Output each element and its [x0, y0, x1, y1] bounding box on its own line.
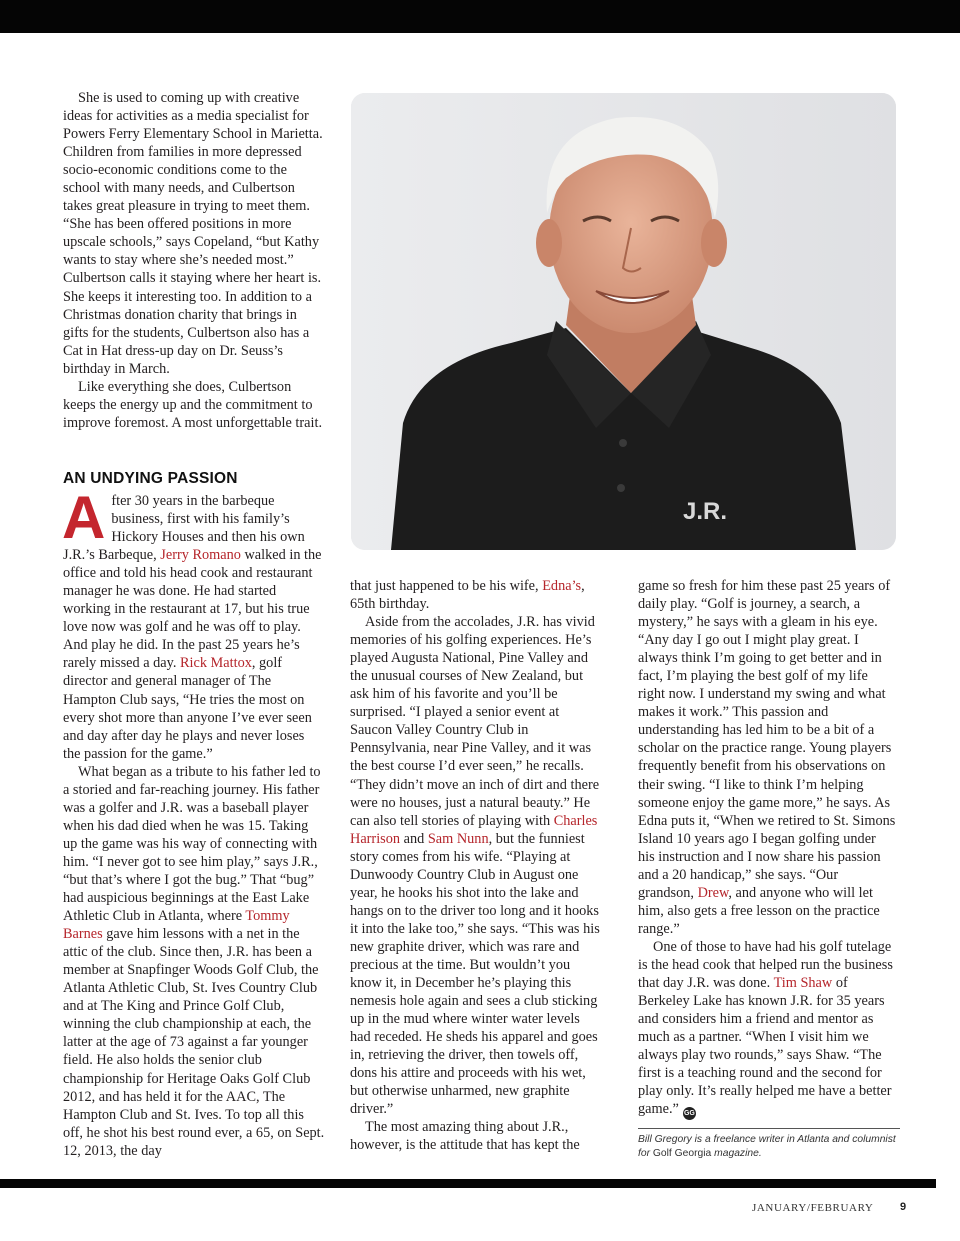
paragraph: What began as a tribute to his father led to a storied and far-reaching journey. His father was a golfer and J.R. was a baseball player when his dad died when he was 15. Taking up the game was his way of connecting with him. “I never got to see him play,” says J.R., “but that’s where I got the bug.” That “bug” had auspicious beginnings at the East Lake Athletic Club in Atlanta, where Tommy Barnes gave him lessons with a net in the attic of the club. Since then, J.R. has been a member at Snapfinger Woods Golf Club, the Atlanta Athletic Club, St. Ives Country Club and at The King and Prince Golf Club, winning the club championship at each, the latter at the age of 73 against a far younger field. He also holds the senior club championship for Heritage Oaks Golf Club 2012, and has held it for the AAC, The Hampton Club and St. Ives. To top all this off, he shot his best round ever, a 65, on Sept. 12, 2013, the day: [63, 763, 325, 1159]
name-highlight: Jerry Romano: [160, 547, 241, 564]
column-1-section: [63, 469, 325, 1160]
author-byline: Bill Gregory is a freelance writer in Atlanta and columnist for Golf Georgia magazine.: [638, 1128, 900, 1160]
paragraph: The most amazing thing about J.R., however, is the attitude that has kept the: [350, 1119, 580, 1154]
paragraph: She is used to coming up with creative ideas for activities as a media specialist for Powers Ferry Elementary School in Marietta. Children from families in more depressed socio-economic conditions come to the school with many needs, and Culbertson takes great pleasure in trying to meet them. “She has been offered positions in more upscale schools,” says Copeland, “but Kathy wants to stay where she’s needed most.” Culbertson calls it staying where her heart is. She keeps it interesting too. In addition to a Christmas donation charity that brings in gifts for the students, Culbertson also has a Cat in Hat dress-up day on Dr. Seuss’s birthday in March.: [63, 90, 323, 377]
name-highlight: Edna’s: [542, 578, 582, 594]
svg-text:J.R.: J.R.: [683, 498, 728, 525]
end-mark-icon: GG: [683, 1107, 696, 1120]
paragraph: Like everything she does, Culbertson keeps the energy up and the commitment to improve foremost. A most unforgettable trait.: [63, 378, 323, 431]
issue-folio: JANUARY/FEBRUARY: [752, 1202, 874, 1214]
column-1-continuation: [63, 89, 325, 432]
bottom-black-bar: [0, 1179, 936, 1188]
paragraph: One of those to have had his golf tutelage is the head cook that helped run the business that day J.R. was done. Tim Shaw of Berkeley Lake has known J.R. for 35 years and considers him a friend and mentor as much as a partner. “When I visit him we always play two rounds,” says Shaw. “The first is a teaching round and the second for play only. It’s really helped me have a better game.” GG: [638, 938, 896, 1120]
drop-cap: A: [62, 484, 106, 551]
paragraph: Aside from the accolades, J.R. has vivid memories of his golfing experiences. He’s played Augusta National, Pine Valley and the unusual courses of New Zealand, but ask him of his favorite and you’ll be surprised. “I played a senior event at Saucon Valley Country Club in Pennsylvania, near Pine Valley, and it was the best course I’d ever seen,” he recalls. “They didn’t move an inch of dirt and there were no houses, just a natural beauty.” He can also tell stories of playing with Charles Harrison and Sam Nunn, but the funniest story comes from his wife. “Playing at Dunwoody Country Club in August one year, he hooks his shot into the lake and hangs on to the driver too long and it hooks it into the lake too,” she says. “This was his new graphite driver, which was rare and precious at the time. But wouldn’t you know it, in December he’s playing this nemesis hole again and sees a club sticking up in the mud where winter water levels had receded. He sheds his apparel and goes in, retrieving the driver, then towels off, dons his attire and proceeds with his wet, but otherwise unharmed, new graphite driver.”: [350, 614, 600, 1118]
name-highlight: Drew: [697, 884, 729, 901]
column-3: [638, 577, 896, 1120]
name-highlight: Tim Shaw: [773, 975, 833, 992]
publication-name: Golf Georgia: [652, 1147, 712, 1159]
name-highlight: Rick Mattox: [179, 655, 252, 672]
name-highlight: Sam Nunn: [427, 830, 489, 847]
paragraph: that just happened to be his wife, Edna’s, 65th birthday.: [350, 578, 585, 613]
paragraph: game so fresh for him these past 25 years of daily play. “Golf is journey, a search, a mystery,” he says with a gleam in his eye. “Any day I go out I might play great. I always think I’m going to get better and in fact, I’m playing the best golf of my life right now. I understand my swing and what makes it work.” This passion and understanding has led him to be a bit of a scholar on the practice range. Young players frequently benefit from his observations on their swing. “I like to think I’m helping someone enjoy the game more,” he says. As Edna puts it, “When we retired to St. Simons Island 10 years ago I began golfing under his instruction and I now share his passion and a 20 handicap,” she says. “Our grandson, Drew, and anyone who will let him, also gets a free lesson on the practice range.”: [638, 578, 896, 937]
top-black-bar: [0, 0, 960, 33]
name-highlight: Tommy Barnes: [63, 908, 290, 943]
paragraph: After 30 years in the barbeque business, first with his family’s Hickory Houses and then his own J.R.’s Barbeque, Jerry Romano walked in the office and told his head cook and restaurant manager he was done. He had started working in the restaurant at 17, but his true love now was golf and he was off to play. And play he did. In the past 25 years he’s rarely missed a day. Rick Mattox, golf director and general manager of The Hampton Club says, “He tries the most on every shot more than anyone I’ve ever seen and day after day he plays and never loses the passion for the game.”: [62, 484, 322, 762]
column-2: [350, 577, 600, 1155]
page-number: 9: [900, 1201, 907, 1213]
portrait-photo: [351, 93, 896, 550]
section-heading: AN UNDYING PASSION: [63, 470, 238, 487]
name-highlight: Charles Harrison: [350, 812, 598, 847]
